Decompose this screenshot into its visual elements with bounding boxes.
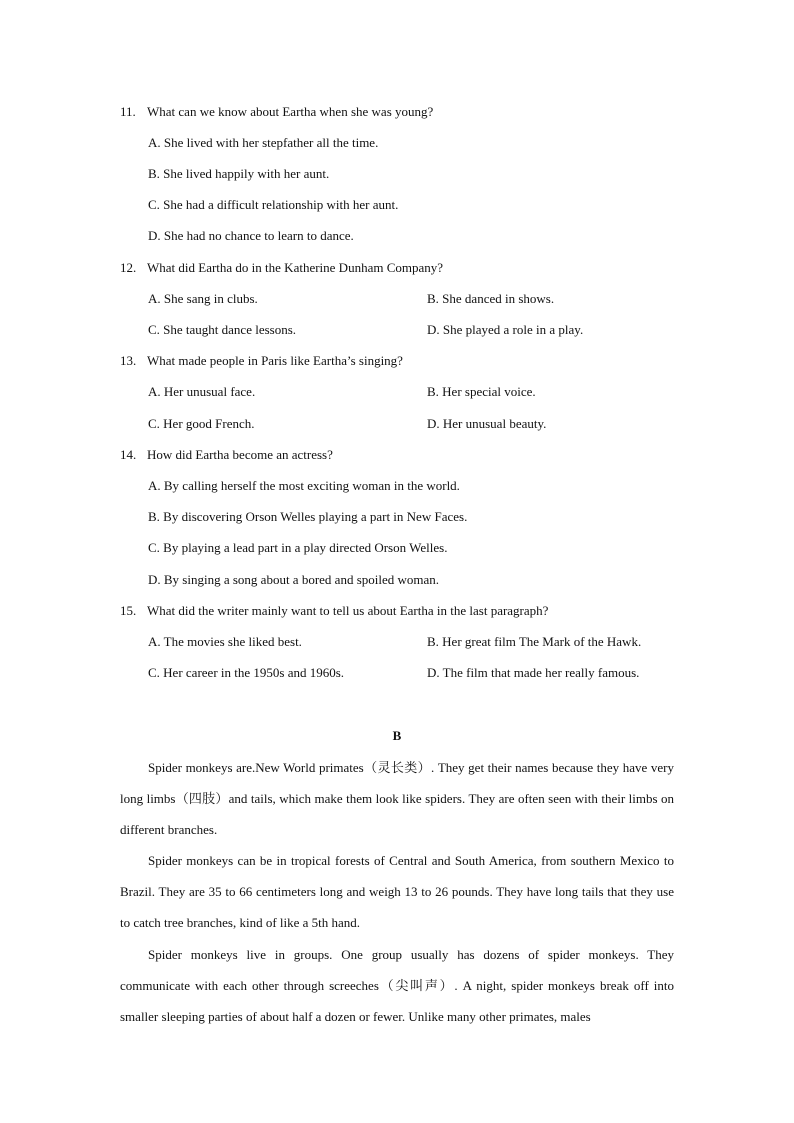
paragraph-1: Spider monkeys are.New World primates（灵长类）. They get their names because they have very long limbs（四肢）and tails, which make them look like spiders. They are often seen with their limbs on different branches. <box>120 760 674 838</box>
question-15 <box>120 603 548 619</box>
option-13c: C. Her good French. <box>148 416 255 431</box>
option-12d: D. She played a role in a play. <box>427 322 584 337</box>
option-11b: B. She lived happily with her aunt. <box>148 166 330 181</box>
option-15c: C. Her career in the 1950s and 1960s. <box>148 665 345 680</box>
option-13b: B. Her special voice. <box>427 384 536 399</box>
option-13a: A. Her unusual face. <box>148 384 256 399</box>
option-14c: C. By playing a lead part in a play directed Orson Welles. <box>148 540 448 555</box>
option-15b: B. Her great film The Mark of the Hawk. <box>427 634 642 649</box>
option-14b: B. By discovering Orson Welles playing a part in New Faces. <box>148 509 468 524</box>
question-text: What made people in Paris like Eartha’s singing? <box>147 353 403 368</box>
option-11d: D. She had no chance to learn to dance. <box>148 228 354 243</box>
option-12c: C. She taught dance lessons. <box>148 322 297 337</box>
paragraph-3: Spider monkeys live in groups. One group usually has dozens of spider monkeys. They communicate with each other through screeches（尖叫声）. A night, spider monkeys break off into smaller sleeping parties of about half a dozen or fewer. Unlike many other primates, males <box>120 947 674 1025</box>
question-11 <box>120 104 433 120</box>
question-number: 11. <box>120 104 136 119</box>
question-text: What can we know about Eartha when she was young? <box>147 104 434 119</box>
option-12b: B. She danced in shows. <box>427 291 555 306</box>
question-text: How did Eartha become an actress? <box>147 447 333 462</box>
paragraph-2: Spider monkeys can be in tropical forests of Central and South America, from southern Mexico to Brazil. They are 35 to 66 centimeters long and weigh 13 to 26 pounds. They have long tails that they use to catch tree branches, kind of like a 5th hand. <box>120 853 674 931</box>
question-text: What did the writer mainly want to tell us about Eartha in the last paragraph? <box>147 603 549 618</box>
question-number: 15. <box>120 603 137 618</box>
section-heading: B <box>392 728 402 743</box>
option-11c: C. She had a difficult relationship with her aunt. <box>148 197 399 212</box>
option-13d: D. Her unusual beauty. <box>427 416 547 431</box>
option-14d: D. By singing a song about a bored and spoiled woman. <box>148 572 440 587</box>
option-11a: A. She lived with her stepfather all the time. <box>148 135 379 150</box>
option-15a: A. The movies she liked best. <box>148 634 302 649</box>
question-number: 13. <box>120 353 137 368</box>
question-number: 12. <box>120 260 137 275</box>
question-number: 14. <box>120 447 137 462</box>
question-text: What did Eartha do in the Katherine Dunham Company? <box>147 260 444 275</box>
question-13 <box>120 353 403 369</box>
option-12a: A. She sang in clubs. <box>148 291 258 306</box>
question-14 <box>120 447 333 463</box>
option-14a: A. By calling herself the most exciting woman in the world. <box>148 478 460 493</box>
question-12 <box>120 260 443 276</box>
option-15d: D. The film that made her really famous. <box>427 665 640 680</box>
